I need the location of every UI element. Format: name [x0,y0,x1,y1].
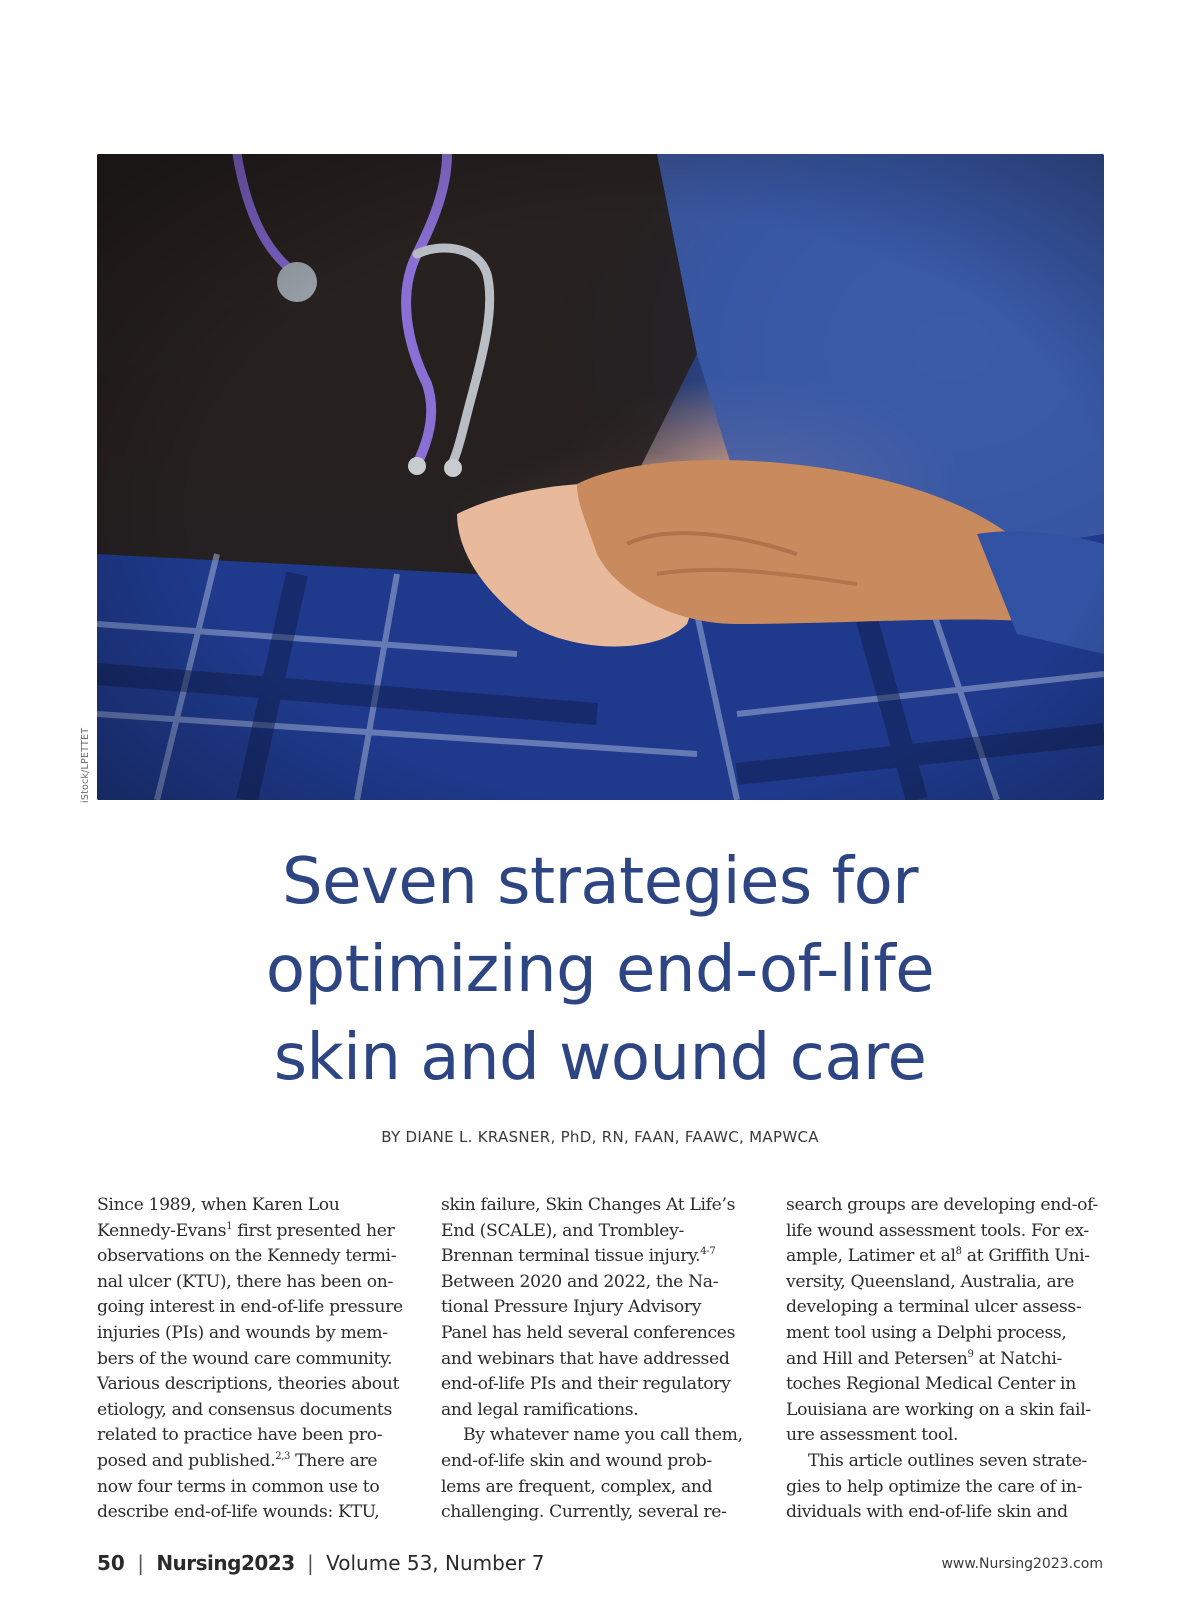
journal-name: Nursing2023 [156,1551,295,1575]
footer-separator: | [307,1551,314,1575]
article-title [0,838,1200,1102]
body-line: search groups are developing end-of- [786,1195,1098,1215]
body-text: and Hill and Petersen [786,1348,968,1369]
page-number: 50 [97,1551,125,1575]
citation-superscript: 4-7 [700,1246,716,1258]
body-text: Kennedy-Evans [97,1220,227,1241]
article-title-line: skin and wound care [273,1021,927,1095]
body-line [786,1347,1108,1373]
body-line [441,1244,763,1270]
body-line: End (SCALE), and Trombley- [441,1220,684,1241]
issue-info: Volume 53, Number 7 [326,1551,545,1575]
body-line: bers of the wound care community. [97,1348,393,1369]
body-line: Various descriptions, theories about [97,1374,400,1395]
footer-separator: | [137,1551,144,1575]
body-line: developing a terminal ulcer assess- [786,1297,1082,1318]
body-column-2 [441,1193,763,1526]
article-title-line: Seven strategies for [281,845,919,919]
body-line: Louisiana are working on a skin fail- [786,1399,1091,1420]
body-line: now four terms in common use to [97,1476,380,1497]
body-line: related to practice have been pro- [97,1425,383,1446]
body-line: and webinars that have addressed [441,1348,730,1369]
body-line: toches Regional Medical Center in [786,1374,1076,1395]
body-text: posed and published. [97,1450,276,1471]
citation-superscript: 2,3 [275,1450,291,1462]
body-line: Panel has held several conferences [441,1322,736,1343]
body-line: Between 2020 and 2022, the Na- [441,1271,719,1292]
hero-photo [97,154,1104,800]
body-line [786,1244,1108,1270]
body-line: tional Pressure Injury Advisory [441,1297,702,1318]
citation-superscript: 8 [955,1246,962,1258]
article-byline: BY DIANE L. KRASNER, PhD, RN, FAAN, FAAWC, MAPWCA [381,1128,819,1146]
body-text: ample, Latimer et al [786,1246,956,1267]
body-line: describe end-of-life wounds: KTU, [97,1502,380,1523]
body-line: By whatever name you call them, [463,1425,743,1446]
body-line [97,1219,419,1245]
body-line [97,1449,419,1475]
citation-superscript: 9 [967,1348,974,1360]
body-line: challenging. Currently, several re- [441,1502,727,1523]
body-line: life wound assessment tools. For ex- [786,1220,1089,1241]
body-text: first presented her [232,1220,395,1241]
body-line: ment tool using a Delphi process, [786,1322,1067,1343]
body-line: etiology, and consensus documents [97,1399,392,1420]
body-line: dividuals with end-of-life skin and [786,1502,1068,1523]
body-line: Since 1989, when Karen Lou [97,1195,340,1215]
body-line: observations on the Kennedy termi- [97,1246,397,1267]
journal-website: www.Nursing2023.com [941,1556,1103,1572]
body-line: end-of-life PIs and their regulatory [441,1374,731,1395]
body-line: skin failure, Skin Changes At Life’s [441,1195,736,1215]
body-line: lems are frequent, complex, and [441,1476,713,1497]
body-line: nal ulcer (KTU), there has been on- [97,1271,393,1292]
citation-superscript: 1 [226,1220,233,1232]
article-title-line: optimizing end-of-life [265,933,935,1007]
body-text: There are [290,1450,378,1471]
body-line: injuries (PIs) and wounds by mem- [97,1322,388,1343]
body-column-1 [97,1193,419,1526]
body-line: ure assessment tool. [786,1425,959,1446]
body-text: at Griffith Uni- [961,1246,1090,1267]
body-column-3 [786,1193,1108,1526]
hero-photo-illustration [97,154,1104,800]
body-line: gies to help optimize the care of in- [786,1476,1083,1497]
body-line: This article outlines seven strate- [808,1450,1088,1471]
body-line: going interest in end-of-life pressure [97,1297,403,1318]
body-line: and legal ramifications. [441,1399,639,1420]
page-footer-left [97,1551,544,1575]
body-line: versity, Queensland, Australia, are [786,1271,1075,1292]
body-text: Brennan terminal tissue injury. [441,1246,701,1267]
body-text: at Natchi- [973,1348,1062,1369]
body-line: end-of-life skin and wound prob- [441,1450,712,1471]
photo-credit: iStock/LPETTET [80,727,91,803]
